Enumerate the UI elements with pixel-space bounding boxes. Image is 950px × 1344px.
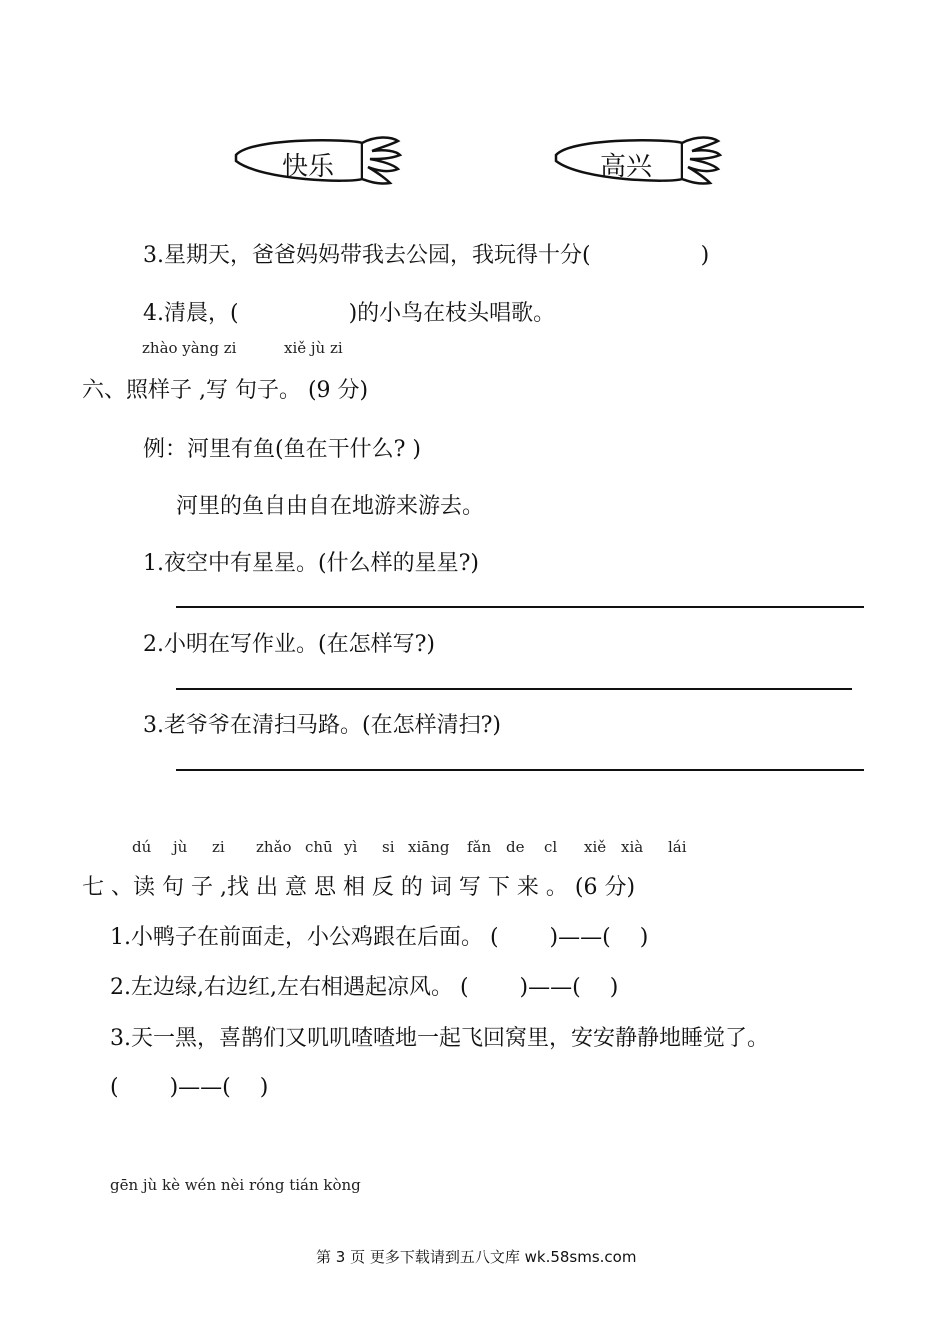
section7-pinyin-si: si bbox=[382, 838, 395, 856]
section7-pinyin-fan: fǎn bbox=[467, 838, 492, 856]
antonym-question-3-answer: ( )——( ) bbox=[110, 1075, 269, 1100]
answer-line-1[interactable] bbox=[176, 606, 864, 608]
section7-pinyin-lai: lái bbox=[668, 838, 687, 856]
carrot-word-1: 快乐 bbox=[282, 152, 335, 182]
rewrite-question-3: 3.老爷爷在清扫马路。(在怎样清扫?) bbox=[143, 713, 501, 738]
antonym-question-1: 1.小鸭子在前面走，小公鸡跟在后面。 ( )——( ) bbox=[110, 925, 649, 950]
antonym-question-2: 2.左边绿,右边红,左右相遇起凉风。 ( )——( ) bbox=[110, 975, 619, 1000]
section6-title: 六、照样子 ,写 句子。 (9 分) bbox=[82, 378, 369, 403]
rewrite-question-2: 2.小明在写作业。(在怎样写?) bbox=[143, 632, 435, 657]
section7-pinyin-xie: xiě bbox=[584, 838, 607, 856]
answer-line-3[interactable] bbox=[176, 769, 864, 771]
section7-pinyin-ju: jù bbox=[173, 838, 188, 856]
section6-pinyin-1: zhào yàng zi bbox=[142, 339, 237, 357]
section7-pinyin-cl: cl bbox=[544, 838, 558, 856]
fill-question-3: 3.星期天，爸爸妈妈带我去公园，我玩得十分( ) bbox=[143, 243, 710, 268]
antonym-question-3: 3.天一黑，喜鹊们又叽叽喳喳地一起飞回窝里，安安静静地睡觉了。 bbox=[110, 1026, 769, 1051]
rewrite-question-1: 1.夜空中有星星。(什么样的星星?) bbox=[143, 551, 479, 576]
section7-title: 七 、读 句 子 ,找 出 意 思 相 反 的 词 写 下 来 。 (6 分) bbox=[82, 875, 636, 900]
section7-pinyin-de: de bbox=[506, 838, 525, 856]
section7-pinyin-xia: xià bbox=[621, 838, 644, 856]
section7-pinyin-yi: yì bbox=[344, 838, 358, 856]
section7-pinyin-zi: zi bbox=[212, 838, 225, 856]
section7-pinyin-xiang: xiāng bbox=[408, 838, 450, 856]
fill-question-4: 4.清晨，( )的小鸟在枝头唱歌。 bbox=[143, 301, 556, 326]
section7-pinyin-chu: chū bbox=[305, 838, 333, 856]
answer-line-2[interactable] bbox=[176, 688, 852, 690]
section7-pinyin-du: dú bbox=[132, 838, 152, 856]
section8-pinyin: gēn jù kè wén nèi róng tián kòng bbox=[110, 1176, 361, 1194]
example-line-2: 河里的鱼自由自在地游来游去。 bbox=[176, 494, 485, 519]
section7-pinyin-zhao: zhǎo bbox=[256, 838, 292, 856]
section6-pinyin-2: xiě jù zi bbox=[284, 339, 343, 357]
example-line-1: 例：河里有鱼(鱼在干什么? ) bbox=[143, 437, 421, 462]
page-footer: 第 3 页 更多下载请到五八文库 wk.58sms.com bbox=[316, 1248, 637, 1266]
carrot-word-2: 高兴 bbox=[600, 152, 653, 182]
